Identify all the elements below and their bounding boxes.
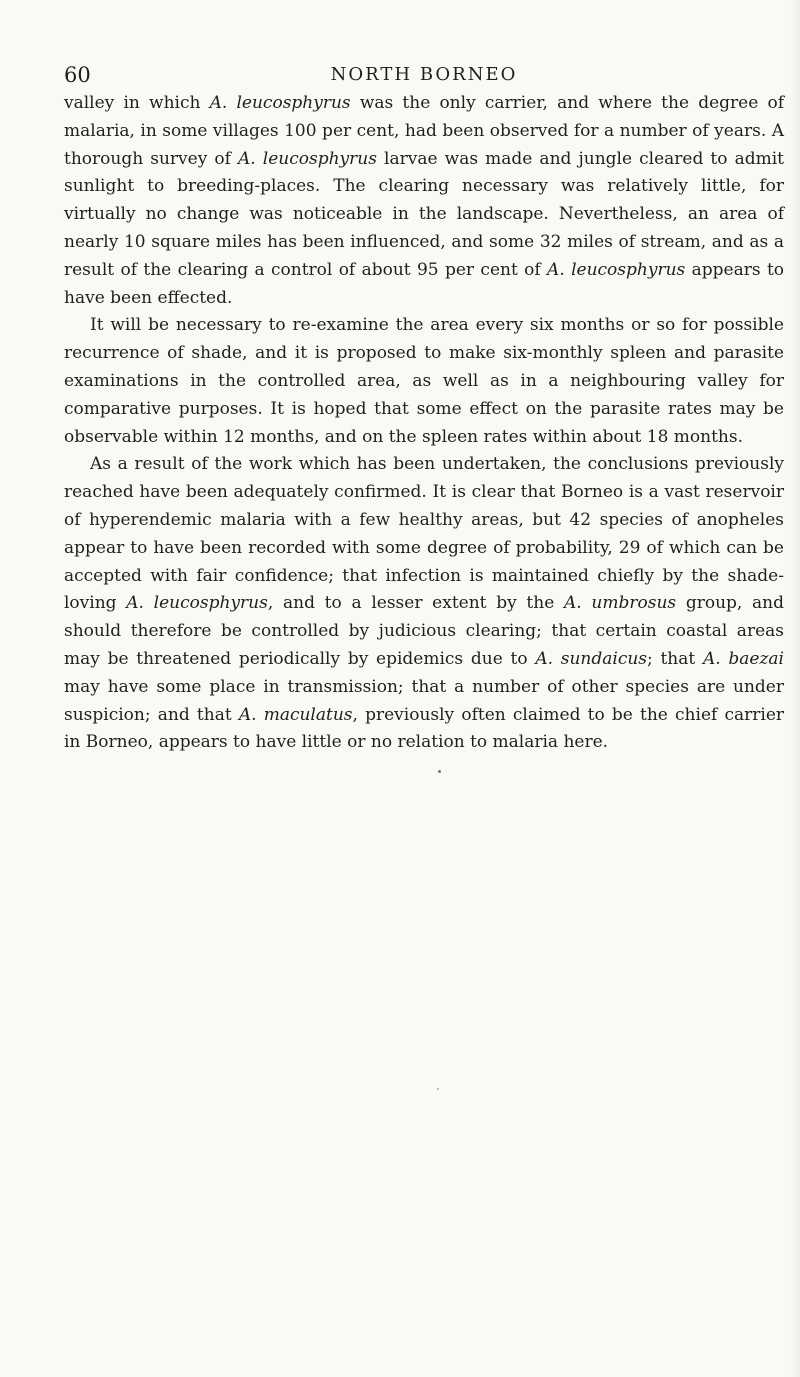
- species-name: A. maculatus: [238, 704, 353, 725]
- paragraph: [64, 451, 784, 757]
- text-run: valley in which: [64, 93, 210, 113]
- species-name: A. leucosphyrus: [209, 93, 351, 113]
- text-run: group, and should therefore be controlled by judicious clearing; that certain coastal areas may be threatened periodically by epidemics due to: [64, 593, 785, 669]
- text-run: ; that: [647, 648, 703, 669]
- page-header: [64, 60, 784, 90]
- text-run: may have some place in transmission; that a number of other species are under suspicion; and that: [64, 676, 784, 725]
- paragraph: [64, 90, 784, 312]
- page-number: 60: [64, 63, 91, 87]
- paragraph: [64, 312, 784, 451]
- text-run: appears to have been effected.: [64, 259, 785, 308]
- text-run: was the only carrier, and where the degree of malaria, in some villages 100 per cent, had been observed for a number of years. A thorough survey of: [64, 93, 784, 169]
- body-text: [64, 90, 784, 757]
- species-name: A. baezai: [702, 648, 784, 669]
- print-speck: [437, 1088, 439, 1090]
- text-run: , previously often claimed to be the chief carrier in Borneo, appears to have little or no relation to malaria here.: [64, 704, 785, 753]
- text-run: larvae was made and jungle cleared to admit sunlight to breeding-places. The clearing necessary was relatively little, for virtually no change was noticeable in the landscape. Nevertheless, an area of nearly 10 square miles has been influenced, and some 32 miles of stream, and as a result of the clearing a control of about 95 per cent of: [64, 148, 784, 280]
- page-edge-shadow: [790, 0, 800, 1377]
- text-run: , and to a lesser extent by the: [267, 593, 564, 614]
- species-name: A. leucosphyrus: [126, 593, 268, 614]
- species-name: A. leucosphyrus: [238, 148, 377, 169]
- species-name: A. sundaicus: [535, 648, 648, 669]
- species-name: A. umbrosus: [564, 593, 677, 614]
- running-head: NORTH BORNEO: [330, 64, 518, 85]
- species-name: A. leucosphyrus: [547, 259, 686, 280]
- print-speck: [438, 770, 441, 773]
- text-run: As a result of the work which has been undertaken, the conclusions previously reached have been adequately confirmed. It is clear that Borneo is a vast reservoir of hyperendemic malaria with a few healthy areas, but 42 species of anopheles appear to have been recorded with some degree of probability, 29 of which can be accepted with fair confidence; that infection is maintained chiefly by the shade-loving: [64, 454, 784, 614]
- text-run: It will be necessary to re-examine the area every six months or so for possible recurrence of shade, and it is proposed to make six-monthly spleen and parasite examinations in the controlled area, as well as in a neighbouring valley for comparative purposes. It is hoped that some effect on the parasite rates may be observable within 12 months, and on the spleen rates within about 18 months.: [64, 315, 784, 447]
